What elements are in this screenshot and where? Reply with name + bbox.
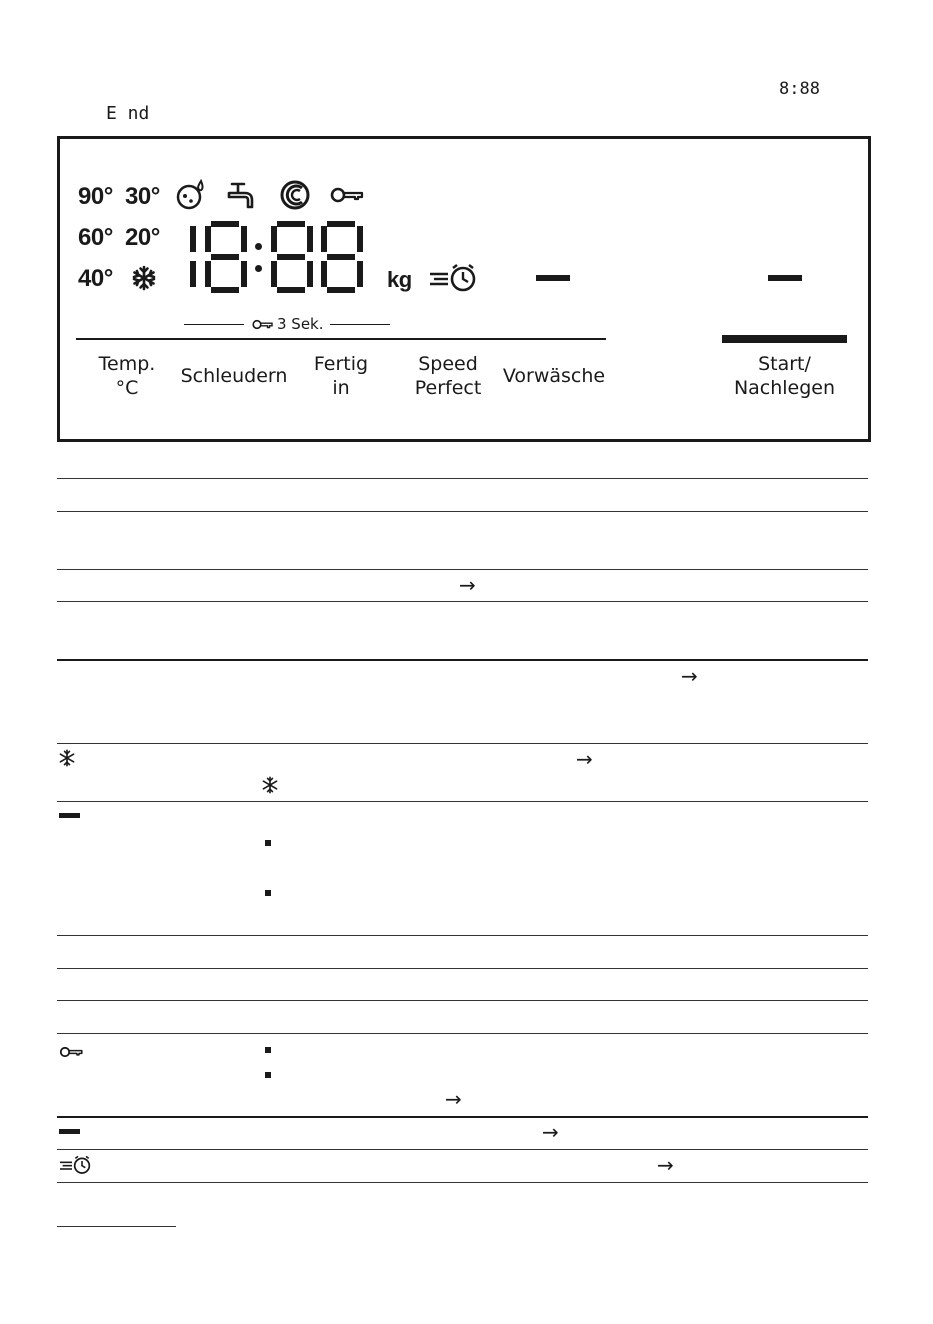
temp-30: 30° <box>125 183 160 210</box>
lock-hint-line-right <box>330 324 390 325</box>
lock-hint-text: 3 Sek. <box>277 315 324 333</box>
snowflake-row-icon-2 <box>261 776 279 794</box>
end-indicator: E nd <box>106 103 150 124</box>
bullet-2 <box>265 890 271 896</box>
lock-hint-line-left <box>184 324 244 325</box>
footnote-rule <box>57 1226 176 1227</box>
bullet-4 <box>265 1072 271 1078</box>
spin-button-label: Schleudern <box>180 365 288 387</box>
start-indicator <box>768 275 802 281</box>
bullet-1 <box>265 840 271 846</box>
dash-row-icon-2 <box>59 1129 80 1134</box>
arrow-row-3: → <box>459 573 476 597</box>
stain-drops-icon <box>175 179 209 211</box>
dash-row-icon <box>59 813 80 818</box>
table-rule-9 <box>57 968 868 969</box>
start-reload-line2: Nachlegen <box>733 377 836 399</box>
table-rule-8 <box>57 935 868 936</box>
snowflake-row-icon <box>58 749 76 767</box>
speed-perfect-line2: Perfect <box>414 377 482 399</box>
table-rule-10 <box>57 1000 868 1001</box>
temp-button-line1: Temp. <box>98 353 156 375</box>
arrow-row-11: → <box>445 1087 462 1111</box>
ready-in-button[interactable] <box>300 352 382 400</box>
prewash-button[interactable] <box>498 364 610 388</box>
arrow-row-12: → <box>542 1120 559 1144</box>
prewash-button-label: Vorwäsche <box>502 365 606 387</box>
child-lock-key-icon <box>330 185 366 205</box>
speed-perfect-row-icon <box>58 1155 94 1175</box>
arrow-row-5: → <box>681 664 698 688</box>
lock-key-small-icon <box>252 318 274 331</box>
table-rule-11 <box>57 1033 868 1034</box>
table-rule-5 <box>57 659 868 661</box>
ready-in-line2: in <box>332 377 350 399</box>
display-sample-small: 8:88 <box>779 79 820 99</box>
key-row-icon <box>58 1045 86 1059</box>
table-rule-13 <box>57 1149 868 1150</box>
table-rule-2 <box>57 511 868 512</box>
speed-perfect-icon <box>428 263 480 293</box>
table-rule-12 <box>57 1116 868 1118</box>
arrow-row-6: → <box>576 747 593 771</box>
table-rule-7 <box>57 801 868 802</box>
seven-segment-display <box>185 221 360 293</box>
button-row-divider <box>76 338 606 340</box>
water-tap-icon <box>225 181 259 209</box>
spin-button[interactable] <box>172 364 296 388</box>
table-rule-3 <box>57 569 868 570</box>
speed-perfect-line1: Speed <box>418 353 478 375</box>
start-button-bar <box>722 335 847 343</box>
bullet-3 <box>265 1047 271 1053</box>
ready-in-line1: Fertig <box>313 353 369 375</box>
temp-40: 40° <box>78 265 113 292</box>
table-rule-14 <box>57 1182 868 1183</box>
start-reload-button[interactable] <box>722 352 847 400</box>
temp-60: 60° <box>78 224 113 251</box>
arrow-row-13: → <box>657 1153 674 1177</box>
table-rule-1 <box>57 478 868 479</box>
cold-snowflake-icon <box>131 265 157 291</box>
table-rule-6 <box>57 743 868 744</box>
temp-20: 20° <box>125 224 160 251</box>
temp-button[interactable] <box>84 352 170 400</box>
drum-clean-icon <box>279 179 311 211</box>
start-reload-line1: Start/ <box>758 353 811 375</box>
control-panel-display <box>57 136 871 442</box>
temp-90: 90° <box>78 183 113 210</box>
temp-button-line2: °C <box>115 377 139 399</box>
table-rule-4 <box>57 601 868 602</box>
kg-label: kg <box>387 267 412 292</box>
speed-perfect-button[interactable] <box>405 352 491 400</box>
prewash-indicator <box>536 275 570 281</box>
